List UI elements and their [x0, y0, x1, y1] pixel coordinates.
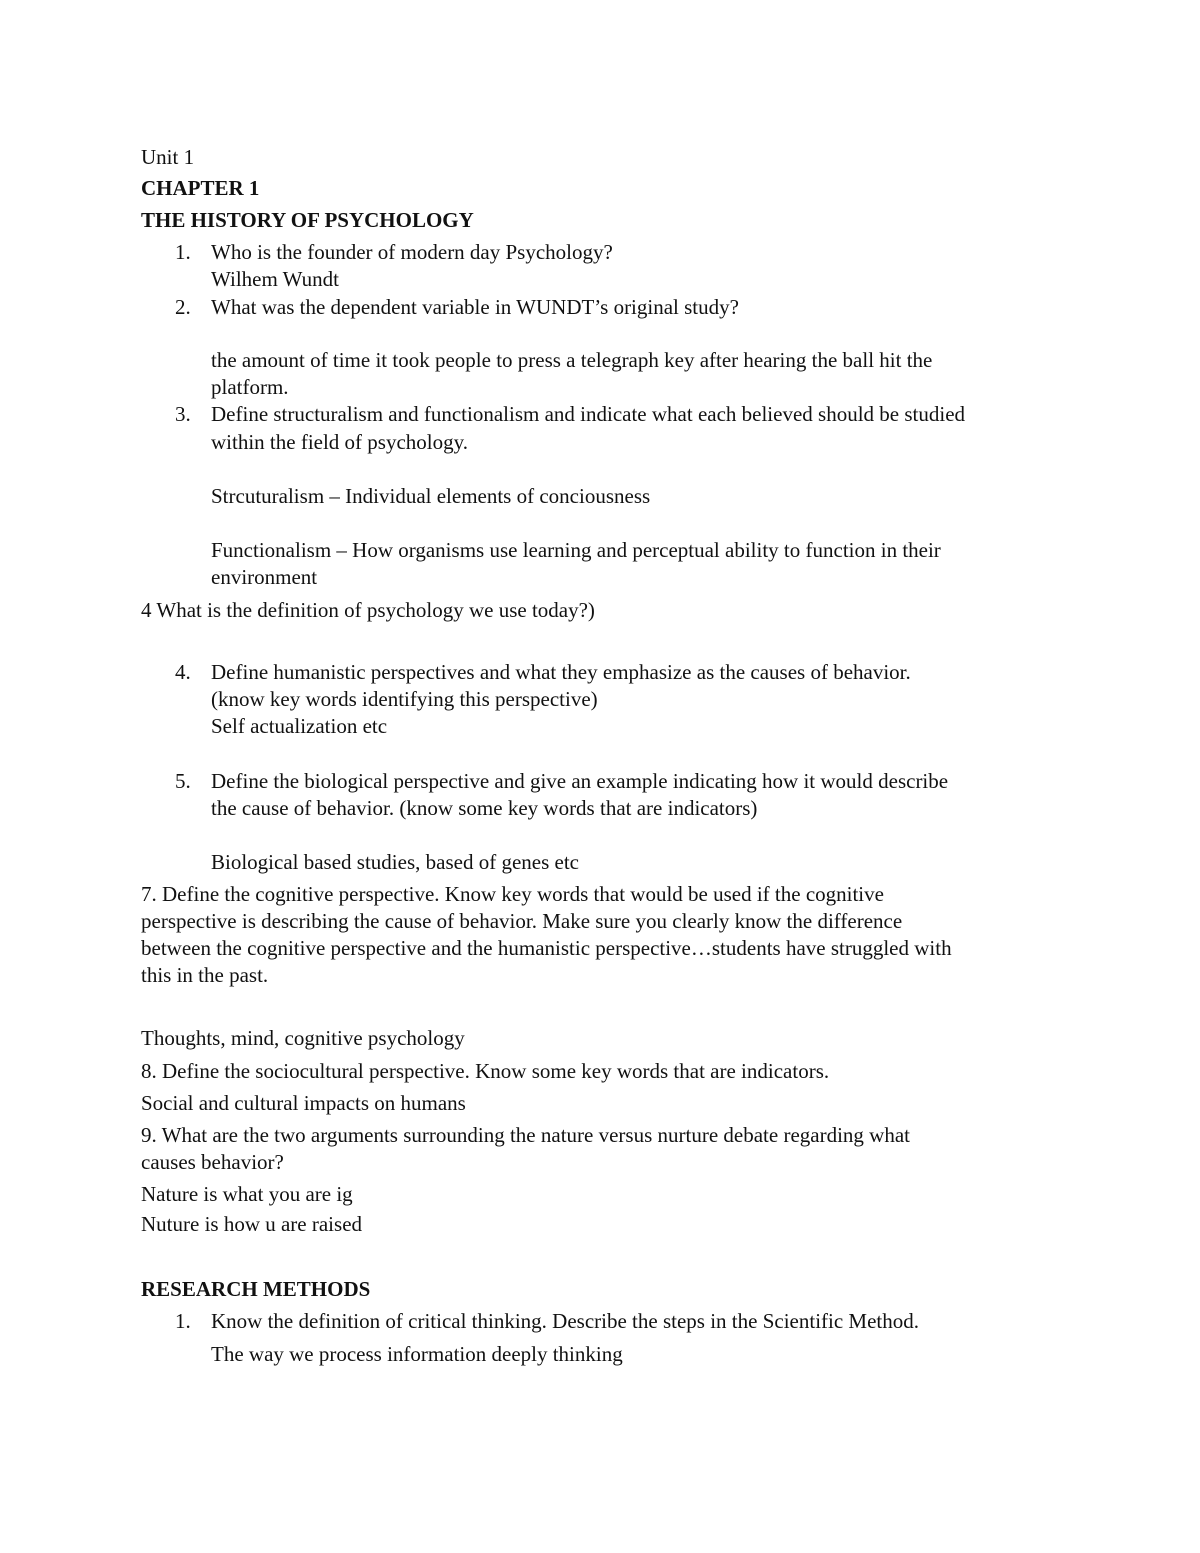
question-text: (know key words identifying this perspective) [211, 687, 598, 711]
unit-label: Unit 1 [141, 145, 195, 169]
research-heading: RESEARCH METHODS [141, 1277, 371, 1301]
answer-text: the amount of time it took people to press a telegraph key after hearing the ball hit the [211, 348, 933, 372]
answer-text: Nuture is how u are raised [141, 1212, 363, 1236]
question-text: Define structuralism and functionalism and indicate what each believed should be studied [211, 402, 966, 426]
question-text: causes behavior? [141, 1150, 284, 1174]
answer-text: Biological based studies, based of genes etc [211, 850, 579, 874]
chapter-heading: CHAPTER 1 [141, 176, 260, 200]
question-text: within the field of psychology. [211, 430, 469, 454]
answer-text: environment [211, 565, 318, 589]
answer-text: Functionalism – How organisms use learning and perceptual ability to function in their [211, 538, 941, 562]
answer-text: Thoughts, mind, cognitive psychology [141, 1026, 465, 1050]
answer-text: Nature is what you are ig [141, 1182, 353, 1206]
question-text: Define the biological perspective and give an example indicating how it would describe [211, 769, 949, 793]
question-text: this in the past. [141, 963, 269, 987]
section-heading: THE HISTORY OF PSYCHOLOGY [141, 208, 474, 232]
answer-text: Social and cultural impacts on humans [141, 1091, 466, 1115]
question-text: 8. Define the sociocultural perspective. Know some key words that are indicators. [141, 1059, 830, 1083]
question-text: Know the definition of critical thinking. Describe the steps in the Scientific Method. [211, 1309, 920, 1333]
answer-text: platform. [211, 375, 289, 399]
list-number: 2. [175, 295, 191, 319]
list-number: 3. [175, 402, 191, 426]
question-text: between the cognitive perspective and the humanistic perspective…students have struggled with [141, 936, 952, 960]
answer-text: Self actualization etc [211, 714, 388, 738]
question-text: Who is the founder of modern day Psychology? [211, 240, 613, 264]
question-text: 9. What are the two arguments surrounding the nature versus nurture debate regarding what [141, 1123, 910, 1147]
question-text: 4 What is the definition of psychology we use today?) [141, 598, 595, 622]
list-number: 1. [175, 240, 191, 264]
question-text: perspective is describing the cause of behavior. Make sure you clearly know the difference [141, 909, 903, 933]
question-text: the cause of behavior. (know some key words that are indicators) [211, 796, 758, 820]
list-number: 4. [175, 660, 191, 684]
question-text: 7. Define the cognitive perspective. Know key words that would be used if the cognitive [141, 882, 884, 906]
answer-text: The way we process information deeply thinking [211, 1342, 623, 1366]
question-text: What was the dependent variable in WUNDT’s original study? [211, 295, 739, 319]
list-number: 5. [175, 769, 191, 793]
answer-text: Wilhem Wundt [211, 267, 339, 291]
question-text: Define humanistic perspectives and what they emphasize as the causes of behavior. [211, 660, 911, 684]
list-number: 1. [175, 1309, 191, 1333]
answer-text: Strcuturalism – Individual elements of conciousness [211, 484, 651, 508]
